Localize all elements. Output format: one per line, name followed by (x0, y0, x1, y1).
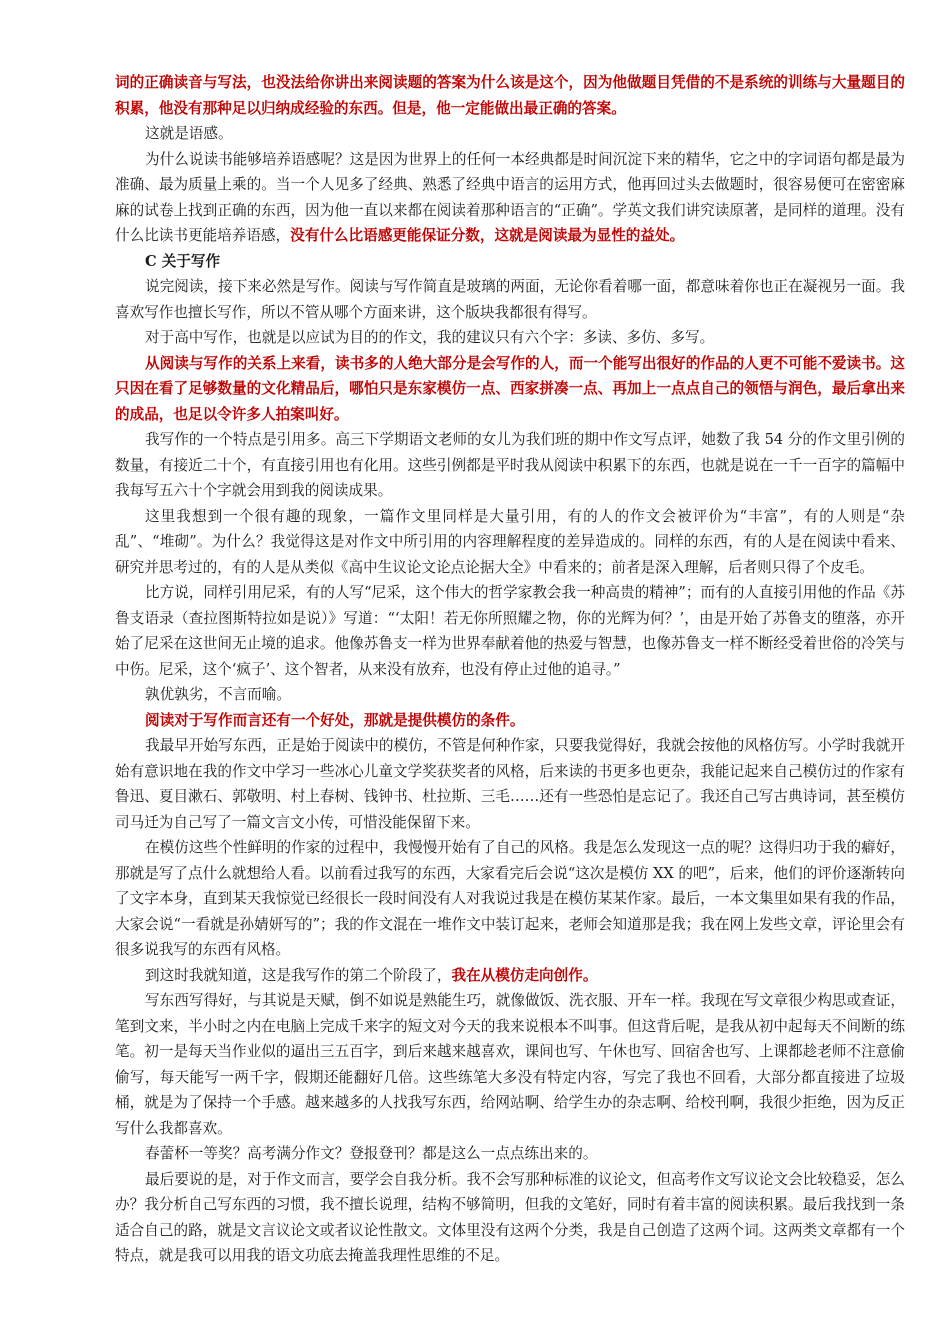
paragraph-3-emphasis: 没有什么比语感更能保证分数，这就是阅读最为显性的益处。 (290, 227, 685, 244)
paragraph-16: 写东西写得好，与其说是天赋，倒不如说是熟能生巧，就像做饭、洗衣服、开车一样。我现在写文章很少构思或查证，笔到文来，半小时之内在电脑上完成千来字的短文对今天的我来说根本不叫事。但这背后呢，是我从初中起每天不间断的练笔。初一是每天当作业似的逼出三五百字，到后来越来越喜欢，课间也写、午休也写、回宿舍也写、上课都趁老师不注意偷偷写，每天能写一两千字，假期还能翻好几倍。这些练笔大多没有特定内容，写完了我也不回看，大部分都直接进了垃圾桶，就是为了保持一个手感。越来越多的人找我写东西，给网站啊、给学生办的杂志啊、给校刊啊，我很少拒绝，因为反正写什么我都喜欢。 (115, 992, 905, 1137)
paragraph-1: 词的正确读音与写法，也没法给你讲出来阅读题的答案为什么该是这个，因为他做题目凭借的不是系统的训练与大量题目的积累，他没有那种足以归纳成经验的东西。但是，他一定能做出最正确的答案。 (115, 74, 905, 117)
paragraph-11: 孰优孰劣，不言而喻。 (145, 686, 291, 703)
paragraph-6: 对于高中写作，也就是以应试为目的的作文，我的建议只有六个字：多读、多仿、多写。 (145, 329, 715, 346)
paragraph-15-emphasis: 我在从模仿走向创作。 (451, 966, 598, 984)
paragraph-13: 我最早开始写东西，正是始于阅读中的模仿，不管是何种作家，只要我觉得好，我就会按他的风格仿写。小学时我就开始有意识地在我的作文中学习一些冰心儿童文学奖获奖者的风格，后来读的书更多也更杂，我能记起来自己模仿过的作家有鲁迅、夏目漱石、郭敬明、村上春树、钱钟书、杜拉斯、三毛……还有一些恐怕是忘记了。我还自己写古典诗词，甚至模仿司马迁为自己写了一篇文言文小传，可惜没能保留下来。 (115, 737, 905, 831)
section-heading-writing: C 关于写作 (145, 252, 221, 270)
paragraph-15 (115, 963, 905, 989)
paragraph-12: 阅读对于写作而言还有一个好处，那就是提供模仿的条件。 (145, 711, 525, 729)
paragraph-15-text: 到这时我就知道，这是我写作的第二个阶段了， (145, 966, 452, 984)
paragraph-2: 这就是语感。 (145, 125, 233, 142)
paragraph-5: 说完阅读，接下来必然是写作。阅读与写作简直是玻璃的两面，无论你看着哪一面，都意味着你也正在凝视另一面。我喜欢写作也擅长写作，所以不管从哪个方面来讲，这个版块我都很有得写。 (115, 278, 905, 321)
paragraph-3-text: 为什么说读书能够培养语感呢？这是因为世界上的任何一本经典都是时间沉淀下来的精华，它之中的字词语句都是最为准确、最为质量上乘的。当一个人见多了经典、熟悉了经典中语言的运用方式，他再回过头去做题时，很容易便可在密密麻麻的试卷上找到正确的东西，因为他一直以来都在阅读着那种语言的“正确”。学英文我们讲究读原著，是同样的道理。没有什么比读书更能培养语感， (115, 150, 905, 244)
paragraph-10: 比方说，同样引用尼采，有的人写“尼采，这个伟大的哲学家教会我一种高贵的精神”；而有的人直接引用他的作品《苏鲁支语录（查拉图斯特拉如是说）》写道：“‘太阳！若无你所照耀之物，你的光辉为何？’，由是开始了苏鲁支的堕落，亦开始了尼采在这世间无止境的追求。他像苏鲁支一样为世界奉献着他的热爱与智慧，也像苏鲁支一样不断经受着世俗的冷笑与中伤。尼采，这个‘疯子’、这个智者，从来没有放弃，也没有停止过他的追寻。” (115, 584, 905, 678)
paragraph-8: 我写作的一个特点是引用多。高三下学期语文老师的女儿为我们班的期中作文写点评，她数了我 54 分的作文里引例的数量，有接近二十个，有直接引用也有化用。这些引例都是平时我从阅读中积累下的东西，也就是说在一千一百字的篇幅中我每写五六十个字就会用到我的阅读成果。 (115, 431, 905, 499)
paragraph-7: 从阅读与写作的关系上来看，读书多的人绝大部分是会写作的人，而一个能写出很好的作品的人更不可能不爱读书。这只因在看了足够数量的文化精品后，哪怕只是东家模仿一点、西家拼凑一点、再加上一点点自己的领悟与润色，最后拿出来的成品，也足以令许多人拍案叫好。 (115, 354, 905, 423)
paragraph-18: 最后要说的是，对于作文而言，要学会自我分析。我不会写那种标准的议论文，但高考作文写议论文会比较稳妥，怎么办？我分析自己写东西的习惯，我不擅长说理，结构不够简明，但我的文笔好，同时有着丰富的阅读积累。最后我找到一条适合自己的路，就是文言议论文或者议论性散文。文体里没有这两个分类，我是自己创造了这两个词。这两类文章都有一个特点，就是我可以用我的语文功底去掩盖我理性思维的不足。 (115, 1170, 905, 1264)
paragraph-9: 这里我想到一个很有趣的现象，一篇作文里同样是大量引用，有的人的作文会被评价为“丰富”，有的人则是“杂乱”、“堆砌”。为什么？我觉得这是对作文中所引用的内容理解程度的差异造成的。同样的东西，有的人是在阅读中看来、研究并思考过的，有的人是从类似《高中生议论文论点论据大全》中看来的；前者是深入理解，后者则只得了个皮毛。 (115, 507, 905, 576)
paragraph-17: 春蕾杯一等奖？高考满分作文？登报登刊？都是这么一点点练出来的。 (145, 1145, 598, 1162)
paragraph-3 (115, 147, 905, 249)
paragraph-14: 在模仿这些个性鲜明的作家的过程中，我慢慢开始有了自己的风格。我是怎么发现这一点的呢？这得归功于我的癖好，那就是写了点什么就想给人看。以前看过我写的东西，大家看完后会说“这次是模仿 XX 的吧”，后来，他们的评价逐渐转向了文字本身，直到某天我惊觉已经很长一段时间没有人对我说过我是在模仿某某作家。最后，一本文集里如果有我的作品，大家会说“一看就是孙婧妍写的”；我的作文混在一堆作文中装订起来，老师会知道那是我；我在网上发些文章，评论里会有很多说我写的东西有风格。 (115, 839, 905, 958)
document-page (115, 70, 905, 1269)
